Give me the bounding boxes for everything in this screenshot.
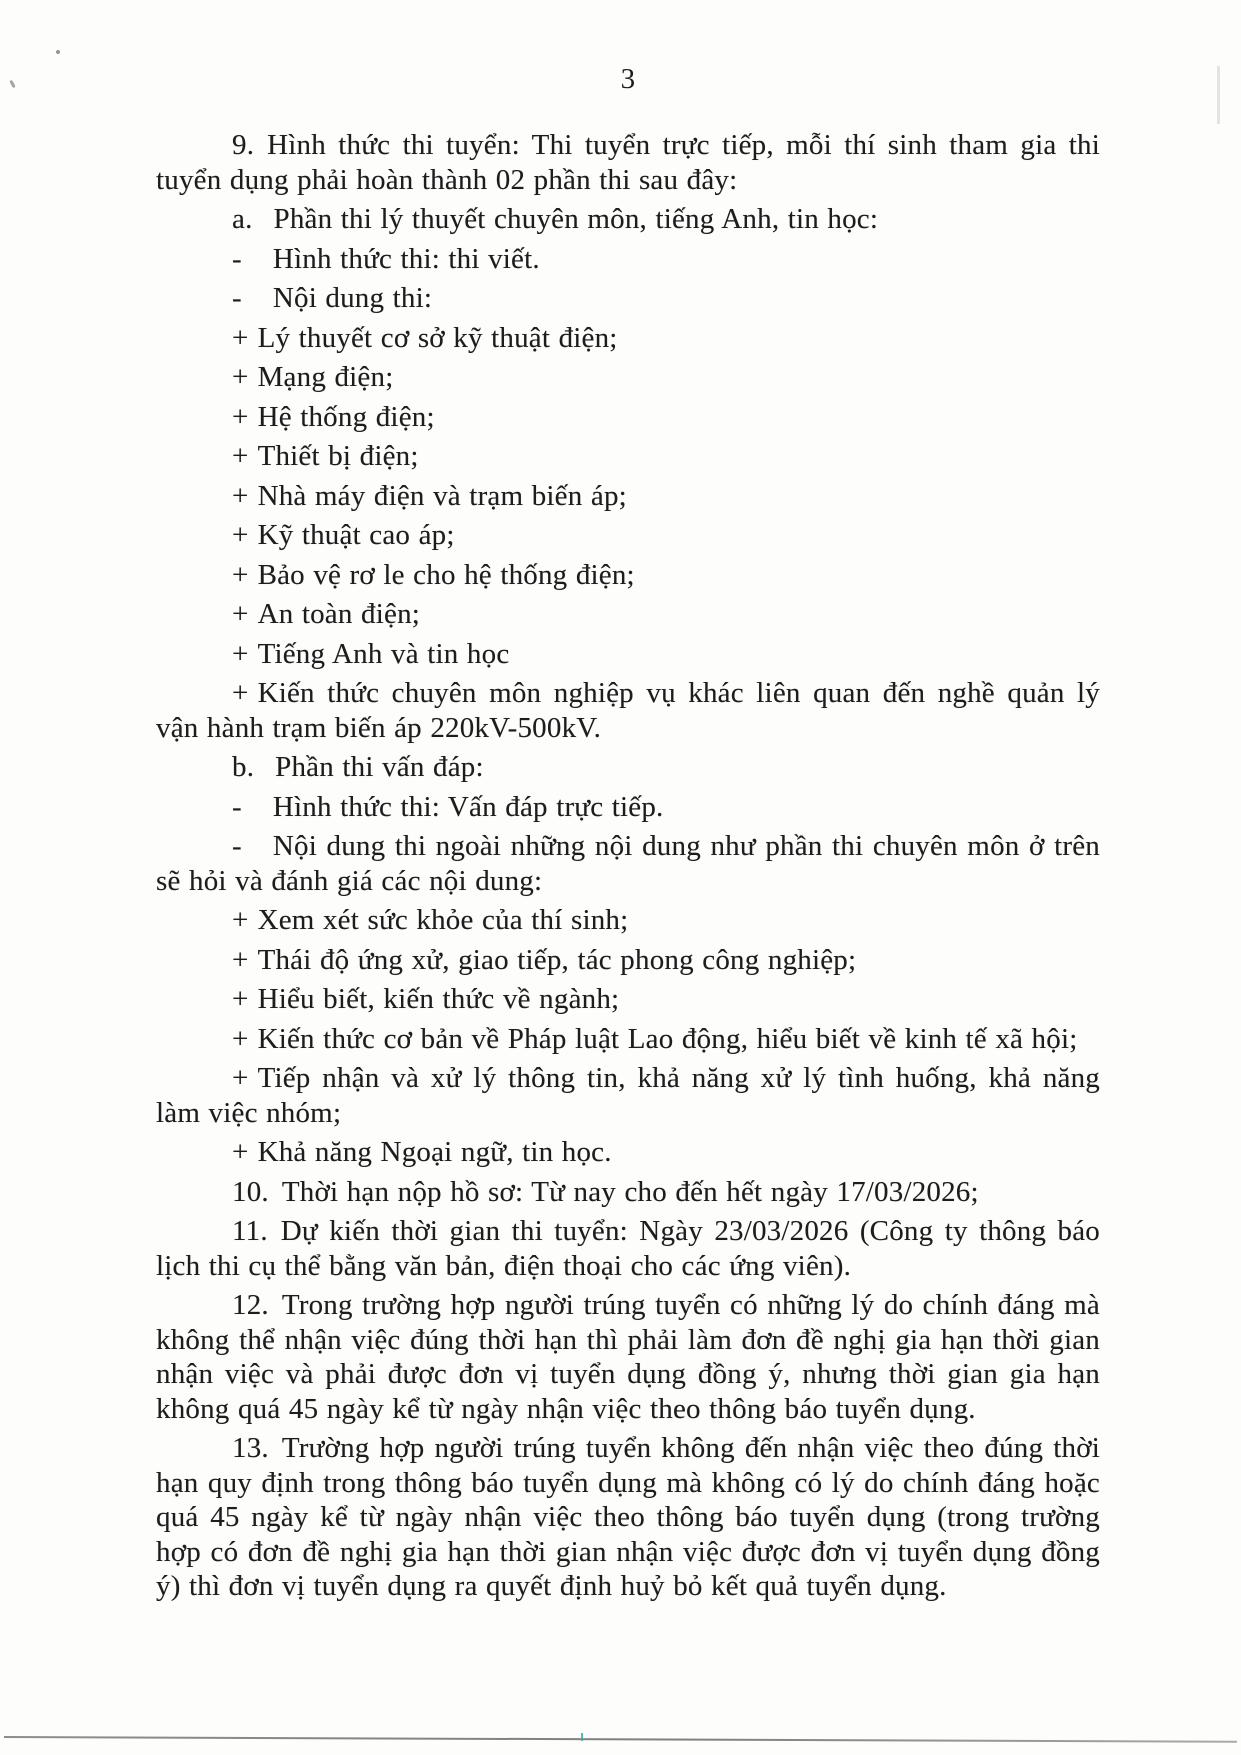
item-marker: 9.	[232, 129, 255, 161]
item-text: Nội dung thi ngoài những nội dung như phần thi chuyên môn ở trên sẽ hỏi và đánh giá các nội dung:	[156, 830, 1100, 897]
item-marker: +	[232, 637, 249, 670]
doc-paragraph	[156, 1175, 1100, 1210]
doc-list-item	[156, 360, 1100, 395]
doc-list-item	[156, 790, 1100, 825]
item-text: Thời hạn nộp hồ sơ: Từ nay cho đến hết ngày 17/03/2026;	[281, 1175, 979, 1208]
doc-paragraph	[156, 1431, 1100, 1604]
item-marker: 10.	[232, 1175, 269, 1208]
scan-speck	[55, 49, 60, 54]
item-marker: 12.	[232, 1289, 269, 1321]
doc-list-item	[156, 597, 1100, 632]
item-marker: +	[232, 361, 249, 393]
item-text: Hệ thống điện;	[257, 400, 435, 433]
doc-list-item	[156, 982, 1100, 1017]
doc-list-item	[156, 518, 1100, 553]
item-text: Phần thi vấn đáp:	[275, 751, 484, 783]
item-text: Tiếp nhận và xử lý thông tin, khả năng xử lý tình huống, khả năng làm việc nhóm;	[156, 1062, 1100, 1129]
item-marker: +	[232, 943, 249, 976]
item-text: Bảo vệ rơ le cho hệ thống điện;	[257, 558, 635, 591]
item-text: Nội dung thi:	[272, 282, 433, 314]
item-marker: +	[232, 1136, 249, 1168]
item-marker: +	[232, 904, 249, 936]
doc-paragraph	[156, 1288, 1100, 1426]
doc-list-item	[156, 439, 1100, 474]
document-body	[156, 62, 1100, 1609]
item-marker: +	[232, 983, 249, 1015]
page-number: 3	[620, 63, 636, 95]
item-text: Lý thuyết cơ sở kỹ thuật điện;	[257, 321, 618, 354]
item-text: Trong trường hợp người trúng tuyển có những lý do chính đáng mà không thể nhận việc đúng thời hạn thì phải làm đơn đề nghị gia hạn thời gian nhận việc và phải được đơn vị tuyển dụng đồng ý, nhưng thời gian gia hạn không quá 45 ngày kể từ ngày nhận việc theo thông báo tuyển dụng.	[156, 1289, 1100, 1425]
item-marker: +	[232, 321, 249, 354]
item-text: Thái độ ứng xử, giao tiếp, tác phong công nghiệp;	[257, 943, 857, 976]
item-marker: +	[232, 677, 249, 709]
item-text: Hình thức thi: Vấn đáp trực tiếp.	[272, 790, 664, 823]
item-marker: 11.	[232, 1215, 268, 1247]
doc-paragraph	[156, 128, 1100, 197]
item-text: Mạng điện;	[257, 361, 394, 393]
doc-list-item	[156, 1061, 1100, 1130]
doc-list-item	[156, 1022, 1100, 1057]
item-marker: b.	[232, 751, 255, 783]
item-text: An toàn điện;	[257, 598, 421, 630]
doc-list-item	[156, 242, 1100, 277]
scan-bottom-line	[4, 1736, 1237, 1743]
item-text: Kỹ thuật cao áp;	[257, 519, 455, 551]
doc-list-item	[156, 943, 1100, 978]
doc-list-item	[156, 1135, 1100, 1170]
item-text: Tiếng Anh và tin học	[257, 637, 510, 670]
item-marker: 13.	[232, 1432, 269, 1464]
doc-list-item	[156, 202, 1100, 237]
item-marker: a.	[232, 203, 253, 235]
item-marker: +	[232, 1022, 249, 1055]
scan-edge-streak	[1217, 66, 1220, 124]
doc-paragraph	[156, 1214, 1100, 1283]
item-text: Thiết bị điện;	[257, 440, 419, 472]
item-marker: +	[232, 558, 249, 591]
item-text: Hiểu biết, kiến thức về ngành;	[257, 983, 620, 1015]
doc-list-item	[156, 676, 1100, 745]
item-marker: +	[232, 400, 249, 433]
doc-list-item	[156, 321, 1100, 356]
item-marker: +	[232, 598, 249, 630]
doc-list-item	[156, 281, 1100, 316]
item-marker: -	[232, 242, 242, 275]
doc-list-item	[156, 558, 1100, 593]
item-text: Khả năng Ngoại ngữ, tin học.	[257, 1136, 612, 1168]
doc-list-item	[156, 903, 1100, 938]
item-marker: +	[232, 1062, 249, 1094]
item-text: Nhà máy điện và trạm biến áp;	[257, 479, 627, 512]
item-marker: +	[232, 519, 249, 551]
item-text: Trường hợp người trúng tuyển không đến nhận việc theo đúng thời hạn quy định trong thông báo tuyển dụng mà không có lý do chính đáng hoặc quá 45 ngày kể từ ngày nhận việc theo thông báo tuyển dụng (trong trường hợp có đơn đề nghị gia hạn thời gian nhận việc được đơn vị tuyển dụng đồng ý) thì đơn vị tuyển dụng ra quyết định huỷ bỏ kết quả tuyển dụng.	[156, 1432, 1100, 1602]
item-marker: +	[232, 479, 249, 512]
item-text: Hình thức thi tuyển: Thi tuyển trực tiếp, mỗi thí sinh tham gia thi tuyển dụng phải hoàn thành 02 phần thi sau đây:	[156, 129, 1100, 196]
item-text: Phần thi lý thuyết chuyên môn, tiếng Anh, tin học:	[273, 203, 879, 235]
item-marker: -	[232, 282, 242, 314]
item-marker: -	[232, 830, 242, 862]
doc-list-item	[156, 479, 1100, 514]
item-text: Dự kiến thời gian thi tuyển: Ngày 23/03/2026 (Công ty thông báo lịch thi cụ thể bằng văn bản, điện thoại cho các ứng viên).	[156, 1215, 1100, 1282]
scan-speck	[9, 80, 15, 88]
scan-bottom-tick	[581, 1733, 583, 1741]
item-text: Kiến thức chuyên môn nghiệp vụ khác liên quan đến nghề quản lý vận hành trạm biến áp 220kV-500kV.	[156, 677, 1100, 744]
item-text: Xem xét sức khỏe của thí sinh;	[257, 904, 629, 936]
item-marker: +	[232, 440, 249, 472]
doc-list-item	[156, 637, 1100, 672]
doc-list-item	[156, 400, 1100, 435]
item-marker: -	[232, 790, 242, 823]
item-text: Kiến thức cơ bản về Pháp luật Lao động, hiểu biết về kinh tế xã hội;	[257, 1022, 1078, 1055]
doc-list-item	[156, 829, 1100, 898]
item-text: Hình thức thi: thi viết.	[272, 242, 540, 275]
doc-list-item	[156, 750, 1100, 785]
